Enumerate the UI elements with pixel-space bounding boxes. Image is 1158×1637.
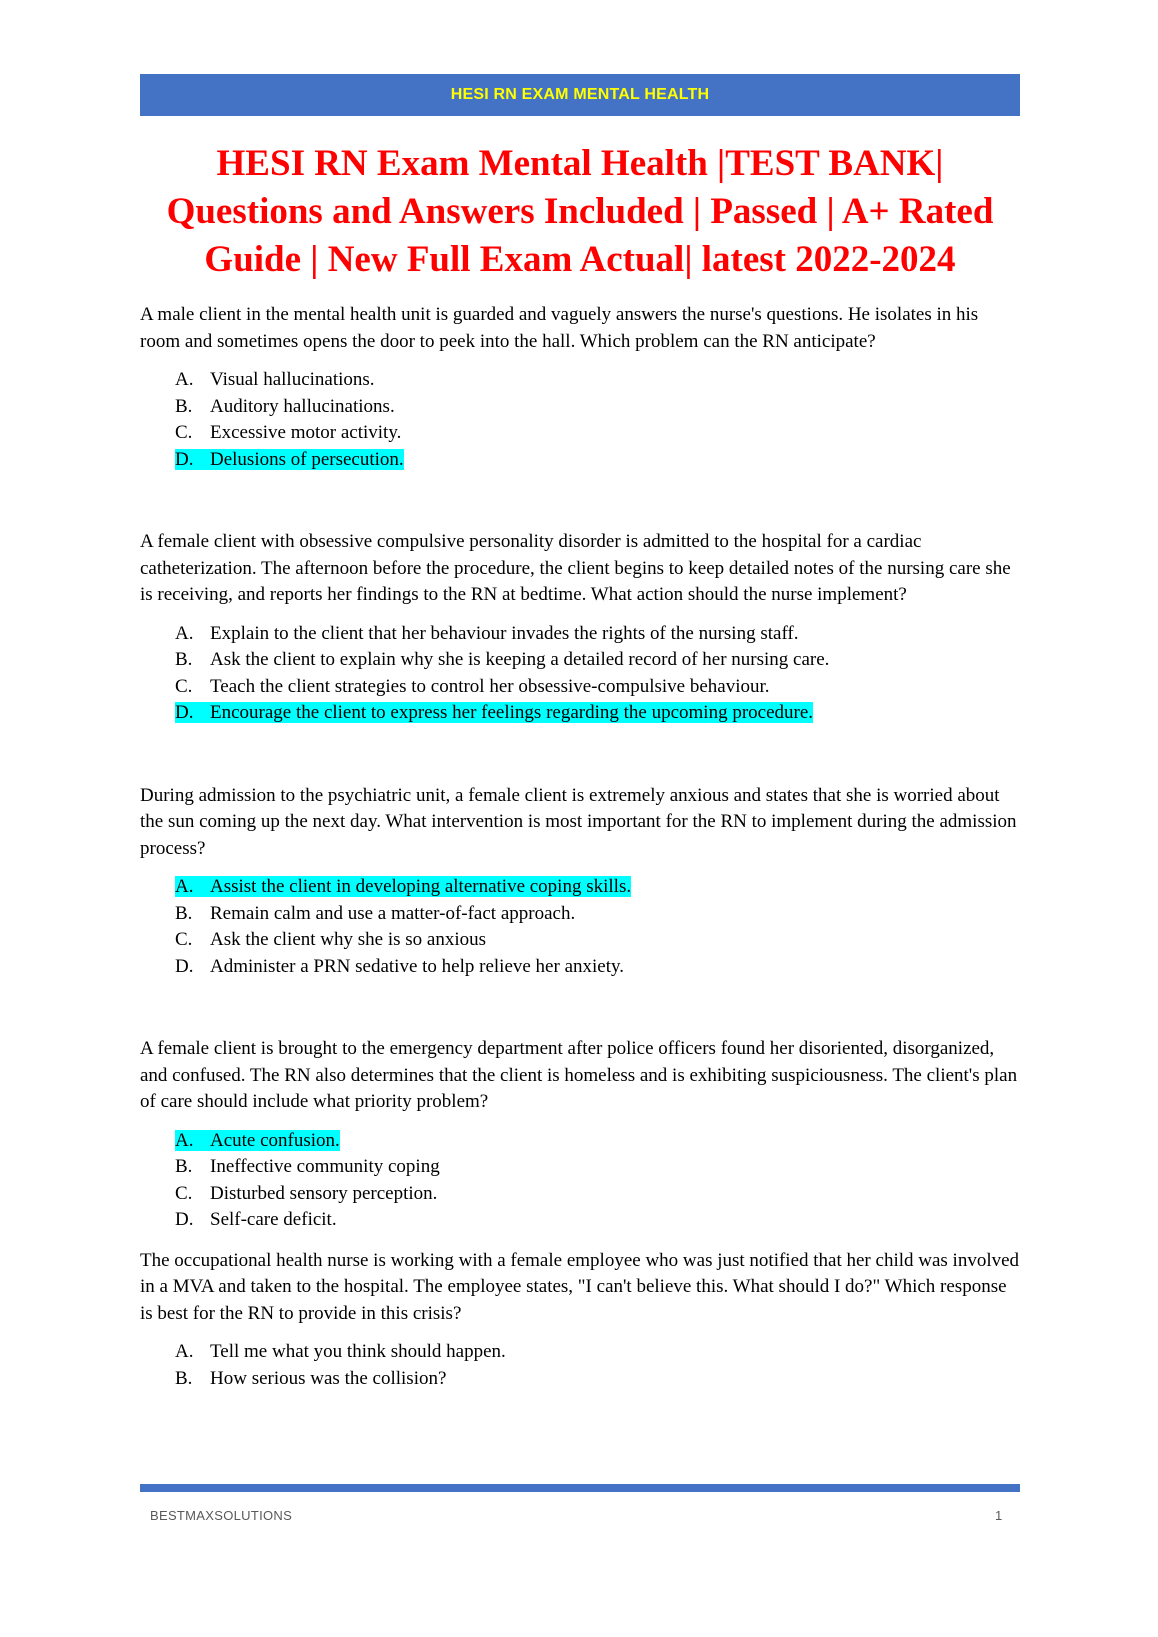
option-text: Excessive motor activity. xyxy=(210,422,402,443)
option-letter: A. xyxy=(175,1341,194,1362)
option-text: How serious was the collision? xyxy=(210,1367,447,1389)
option-letter: C. xyxy=(175,929,193,950)
document-title: HESI RN Exam Mental Health |TEST BANK| Questions and Answers Included | Passed | A+ Rated Guide | New Full Exam Actual| latest 2022-2024 xyxy=(166,143,994,280)
option-text: Explain to the client that her behaviour invades the rights of the nursing staff. xyxy=(210,622,799,644)
question-list xyxy=(140,302,1020,1406)
option-list xyxy=(140,1128,1020,1234)
option-text: Ask the client why she is so anxious xyxy=(210,929,487,950)
option-item-correct xyxy=(175,700,1020,727)
option-letter: A. xyxy=(175,622,194,644)
option-item xyxy=(175,1366,1020,1393)
question-text: During admission to the psychiatric unit, a female client is extremely anxious and states that she is worried about the sun coming up the next day. What intervention is most important for the RN to implement during the admission process? xyxy=(140,784,1017,859)
option-item xyxy=(175,674,1020,701)
option-list xyxy=(140,874,1020,980)
option-text: Delusions of persecution. xyxy=(210,448,404,470)
question-block xyxy=(140,1248,1020,1393)
option-text: Encourage the client to express her feelings regarding the upcoming procedure. xyxy=(210,702,814,723)
option-text: Self-care deficit. xyxy=(210,1209,337,1230)
option-text: Auditory hallucinations. xyxy=(210,395,395,417)
question-text: A female client is brought to the emergency department after police officers found her disoriented, disorganized, and confused. The RN also determines that the client is homeless and is exhibiting suspiciousness. The client's plan of care should include what priority problem? xyxy=(140,1038,1018,1112)
option-item xyxy=(175,1181,1020,1208)
question-text: The occupational health nurse is working with a female employee who was just notified that her child was involved in a MVA and taken to the hospital. The employee states, "I can't believe this. What should I do?" Which response is best for the RN to provide in this crisis? xyxy=(140,1249,1020,1324)
option-letter: A. xyxy=(175,1129,194,1151)
option-letter: D. xyxy=(175,448,194,470)
option-item xyxy=(175,1207,1020,1234)
question-block xyxy=(140,529,1020,727)
option-text: Acute confusion. xyxy=(210,1129,340,1151)
option-list xyxy=(140,621,1020,727)
option-text: Tell me what you think should happen. xyxy=(210,1341,506,1362)
question-text: A female client with obsessive compulsive personality disorder is admitted to the hospital for a cardiac catheterization. The afternoon before the procedure, the client begins to keep detailed notes of the nursing care she is receiving, and reports her findings to the RN at bedtime. What action should the nurse implement? xyxy=(140,531,1011,605)
option-letter: C. xyxy=(175,422,193,443)
option-text: Assist the client in developing alternative coping skills. xyxy=(210,876,632,897)
option-item xyxy=(175,647,1020,674)
option-item xyxy=(175,367,1020,394)
option-item-correct xyxy=(175,1128,1020,1155)
option-letter: D. xyxy=(175,702,194,723)
footer-rule xyxy=(140,1484,1020,1492)
option-letter: D. xyxy=(175,1209,194,1230)
question-text: A male client in the mental health unit is guarded and vaguely answers the nurse's questions. He isolates in his room and sometimes opens the door to peek into the hall. Which problem can the RN anticipate? xyxy=(140,304,979,352)
question-block xyxy=(140,1036,1020,1234)
option-letter: B. xyxy=(175,902,193,924)
header-banner-text: HESI RN EXAM MENTAL HEALTH xyxy=(450,86,710,103)
question-block xyxy=(140,783,1020,981)
option-item xyxy=(175,420,1020,447)
question-block xyxy=(140,302,1020,473)
footer-brand: BESTMAXSOLUTIONS xyxy=(150,1508,293,1523)
option-letter: C. xyxy=(175,1182,193,1204)
option-letter: B. xyxy=(175,395,193,417)
option-letter: B. xyxy=(175,649,193,670)
option-item-correct xyxy=(175,447,1020,474)
header-banner xyxy=(140,74,1020,116)
option-text: Visual hallucinations. xyxy=(210,369,375,390)
option-item xyxy=(175,901,1020,928)
option-item xyxy=(175,954,1020,981)
option-item-correct xyxy=(175,874,1020,901)
option-text: Disturbed sensory perception. xyxy=(210,1182,438,1204)
option-item xyxy=(175,1339,1020,1366)
option-item xyxy=(175,1154,1020,1181)
option-letter: A. xyxy=(175,369,194,390)
option-letter: B. xyxy=(175,1156,193,1177)
option-text: Administer a PRN sedative to help relieve her anxiety. xyxy=(210,955,625,977)
option-letter: C. xyxy=(175,675,193,697)
option-item xyxy=(175,927,1020,954)
option-letter: B. xyxy=(175,1367,193,1389)
option-item xyxy=(175,621,1020,648)
page-number: 1 xyxy=(995,1508,1003,1523)
option-letter: D. xyxy=(175,955,194,977)
option-text: Ask the client to explain why she is keeping a detailed record of her nursing care. xyxy=(210,649,830,670)
option-text: Ineffective community coping xyxy=(210,1156,440,1177)
option-letter: A. xyxy=(175,876,194,897)
option-list xyxy=(140,1339,1020,1392)
option-list xyxy=(140,367,1020,473)
option-text: Remain calm and use a matter-of-fact approach. xyxy=(210,902,576,924)
option-item xyxy=(175,394,1020,421)
option-text: Teach the client strategies to control her obsessive-compulsive behaviour. xyxy=(210,675,770,697)
